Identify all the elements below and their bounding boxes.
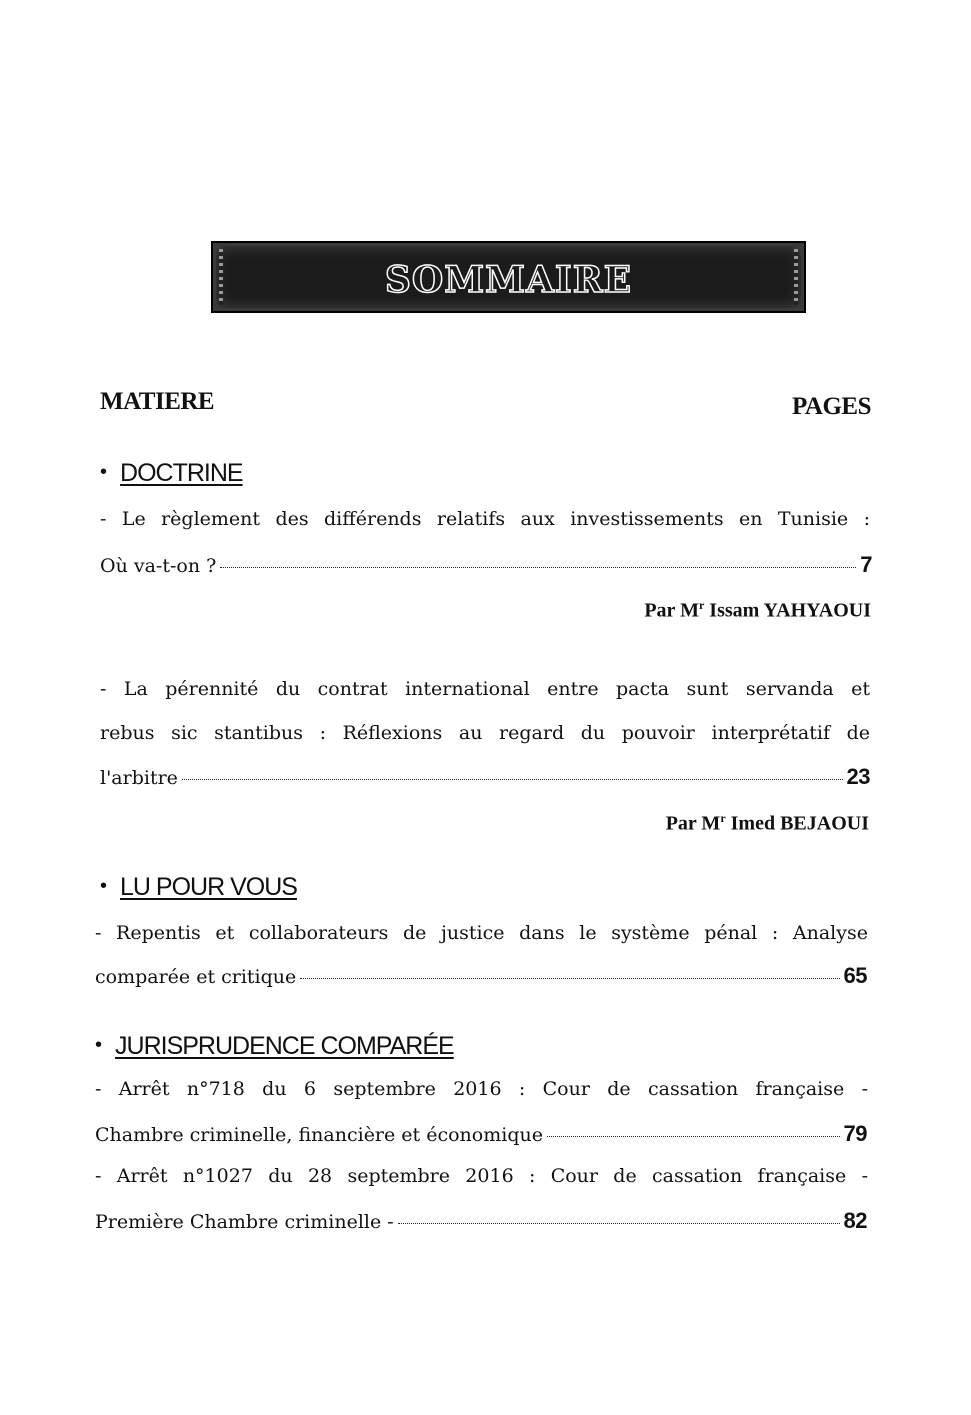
entry-line: - Arrêt n°718 du 6 septembre 2016 : Cour de cassation française -	[95, 1078, 868, 1100]
author-sup: r	[720, 811, 726, 825]
entry-line: - Le règlement des différends relatifs aux investissements en Tunisie :	[100, 508, 870, 530]
toc-entry-end[interactable]	[100, 764, 870, 790]
author-credit	[666, 811, 869, 836]
page-number: 65	[843, 963, 867, 988]
entry-last-line: l'arbitre	[100, 767, 178, 789]
section-heading-jurisprudence	[95, 1032, 454, 1061]
dot-leader	[398, 1223, 840, 1224]
entry-line: - La pérennité du contrat international entre pacta sunt servanda et	[100, 678, 870, 700]
bullet-icon: •	[100, 461, 107, 483]
entry-line: - Repentis et collaborateurs de justice dans le système pénal : Analyse	[95, 922, 868, 944]
entry-line: - Arrêt n°1027 du 28 septembre 2016 : Cour de cassation française -	[95, 1165, 868, 1187]
section-label: JURISPRUDENCE COMPARÉE	[115, 1032, 454, 1060]
entry-last-line: Première Chambre criminelle -	[95, 1211, 394, 1233]
dot-leader	[182, 779, 843, 780]
toc-entry-end[interactable]	[100, 552, 872, 578]
section-label: DOCTRINE	[120, 459, 243, 487]
column-header-pages: PAGES	[792, 393, 871, 420]
page-number: 79	[843, 1121, 867, 1146]
banner-title: SOMMAIRE	[384, 259, 633, 301]
entry-last-line: Où va-t-on ?	[100, 555, 217, 577]
page-number: 82	[843, 1208, 867, 1233]
toc-entry-end[interactable]	[95, 963, 867, 989]
dot-leader	[547, 1136, 840, 1137]
section-label: LU POUR VOUS	[120, 873, 297, 901]
section-heading-lu-pour-vous	[100, 873, 297, 902]
sommaire-banner	[211, 241, 806, 313]
toc-entry-end[interactable]	[95, 1121, 867, 1147]
entry-last-line: Chambre criminelle, financière et économique	[95, 1124, 543, 1146]
page-number: 23	[846, 764, 870, 789]
author-sup: r	[698, 598, 705, 612]
dot-leader	[220, 567, 856, 568]
column-header-matiere: MATIERE	[100, 388, 215, 415]
bullet-icon: •	[100, 875, 107, 897]
bullet-icon: •	[95, 1034, 102, 1056]
section-heading-doctrine	[100, 459, 243, 488]
author-prefix: Par M	[644, 599, 699, 622]
entry-line: rebus sic stantibus : Réflexions au regard du pouvoir interprétatif de	[100, 722, 870, 744]
page-number: 7	[860, 552, 872, 577]
author-prefix: Par M	[665, 812, 721, 835]
author-name: Issam YAHYAOUI	[709, 599, 871, 622]
author-credit	[644, 598, 871, 623]
dot-leader	[300, 978, 839, 979]
toc-entry-end[interactable]	[95, 1208, 867, 1234]
author-name: Imed BEJAOUI	[730, 812, 869, 835]
entry-last-line: comparée et critique	[95, 966, 297, 988]
